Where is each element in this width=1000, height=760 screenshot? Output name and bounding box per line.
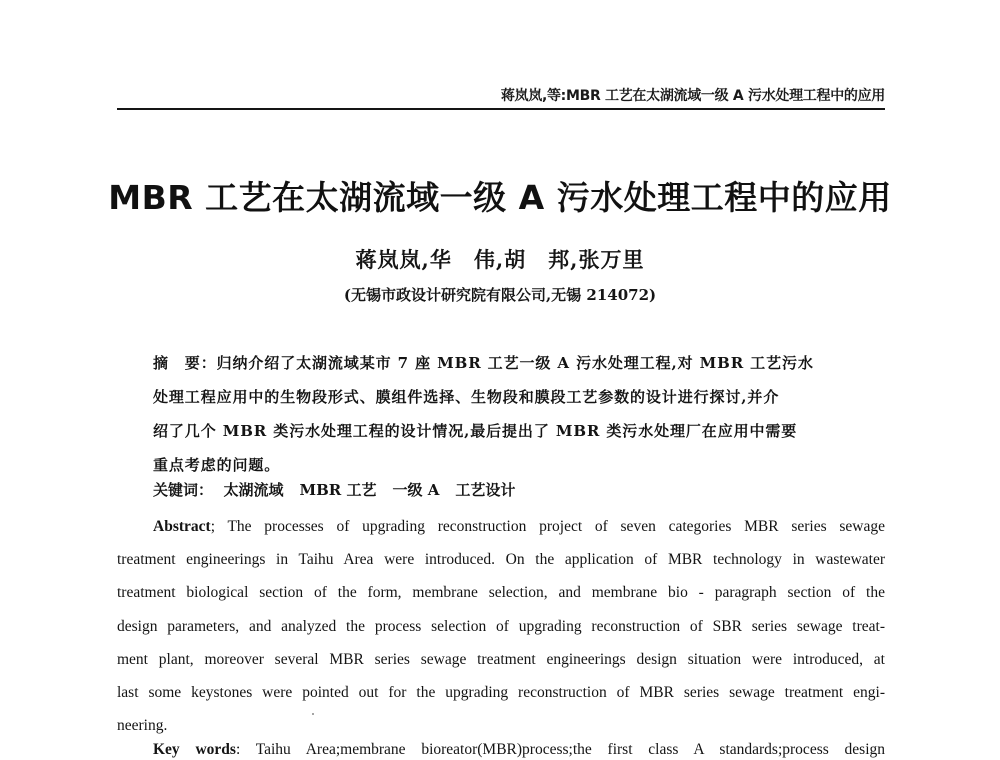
- authors: 蒋岚岚,华 伟,胡 邦,张万里: [355, 247, 645, 272]
- english-abstract-line: [117, 510, 885, 543]
- keyword: MBR 工艺: [299, 481, 377, 499]
- english-abstract-line: treatment engineerings in Taihu Area were introduced. On the application of MBR technology in wastewater: [117, 551, 885, 569]
- chinese-abstract-line: [153, 346, 858, 380]
- keyword: 工艺设计: [455, 481, 516, 499]
- chinese-abstract-line: 处理工程应用中的生物段形式、膜组件选择、生物段和膜段工艺参数的设计进行探讨,并介: [153, 388, 780, 406]
- english-abstract-line: neering.: [117, 717, 168, 735]
- english-abstract-label: Abstract: [153, 518, 211, 535]
- chinese-abstract-line: 重点考虑的问题。: [153, 456, 281, 474]
- english-abstract-text: The processes of upgrading reconstruction project of seven categories MBR series sewage: [215, 518, 885, 535]
- english-keywords-label: Key words: [153, 741, 236, 758]
- chinese-abstract-line: 绍了几个 MBR 类污水处理工程的设计情况,最后提出了 MBR 类污水处理厂在应用中需要: [153, 422, 798, 440]
- scan-speck: [312, 713, 314, 715]
- paper-title: MBR 工艺在太湖流域一级 A 污水处理工程中的应用: [108, 178, 892, 217]
- chinese-keywords: [153, 479, 531, 500]
- english-abstract-line: design parameters, and analyzed the process selection of upgrading reconstruction of SBR series sewage treat-: [117, 617, 885, 635]
- label-separator: :: [235, 741, 241, 758]
- keyword: 一级 A: [392, 481, 440, 499]
- chinese-abstract-text: 归纳介绍了太湖流域某市 7 座 MBR 工艺一级 A 污水处理工程,对 MBR 工艺污水: [216, 354, 814, 372]
- english-abstract-line: treatment biological section of the form, membrane selection, and membrane bio - paragraph section of the: [117, 584, 885, 602]
- english-keywords-text: Taihu Area;membrane bioreator(MBR)process;the first class A standards;process design: [240, 741, 885, 758]
- english-abstract-line: ment plant, moreover several MBR series sewage treatment engineerings design situation were introduced, at: [117, 650, 885, 668]
- chinese-abstract: [153, 346, 858, 482]
- keyword: 太湖流域: [223, 481, 284, 499]
- english-abstract: [117, 510, 885, 742]
- label-separator: ;: [210, 518, 215, 535]
- affiliation: (无锡市政设计研究院有限公司,无锡 214072): [343, 286, 657, 304]
- chinese-abstract-label: 摘 要：: [153, 354, 217, 372]
- english-keywords: [117, 741, 885, 759]
- english-abstract-line: last some keystones were pointed out for the upgrading reconstruction of MBR series sewage treatment engi-: [117, 684, 885, 702]
- chinese-keywords-label: 关键词：: [153, 481, 214, 499]
- header-rule: [117, 108, 885, 110]
- running-header: 蒋岚岚,等:MBR 工艺在太湖流域一级 A 污水处理工程中的应用: [500, 88, 885, 104]
